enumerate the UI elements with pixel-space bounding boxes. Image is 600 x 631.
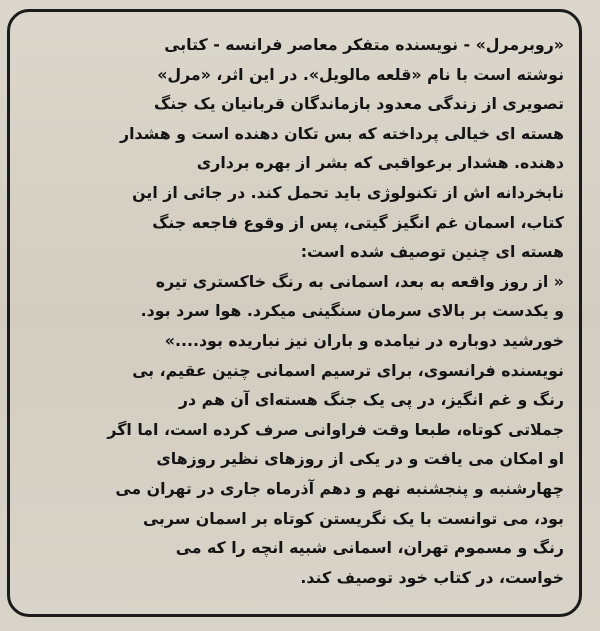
article-line: دهنده. هشدار برعواقبی که بشر از بهره برداری	[196, 153, 564, 173]
quote-line: و یکدست بر بالای سرمان سنگینی میکرد. هوا سرد بود.	[140, 301, 564, 321]
article-line: هسته ای چنین توصیف شده است:	[300, 242, 564, 262]
article-line: چهارشنبه و پنجشنبه نهم و دهم آذرماه جاری در تهران می	[115, 478, 564, 498]
article-line: خواست، در کتاب خود توصیف کند.	[300, 567, 564, 587]
article-line: «روبرمرل» - نویسنده متفکر معاصر فرانسه - کتابی	[164, 35, 564, 54]
article-line: نوشته است با نام «قلعه مالویل». در این اثر، «مرل»	[157, 64, 564, 84]
article-line: نویسنده فرانسوی، برای ترسیم اسمانی چنین عقیم، بی	[132, 360, 564, 380]
article-body	[26, 30, 564, 592]
article-line: رنگ و مسموم تهران، اسمانی شبیه انچه را که می	[175, 538, 564, 558]
article-line: تصویری از زندگی معدود بازماندگان قربانیان یک جنگ	[154, 94, 564, 114]
quote-line: « از روز واقعه به بعد، اسمانی به رنگ خاکستری تیره	[155, 271, 564, 291]
article-line: او امکان می یافت و در یکی از روزهای نظیر روزهای	[156, 449, 564, 469]
article-line: کتاب، اسمان غم انگیز گیتی، پس از وقوع فاجعه جنگ	[152, 212, 564, 232]
article-line: رنگ و غم انگیز، در پی یک جنگ هسته‌ای آن هم در	[178, 390, 564, 410]
article-line: نابخردانه اش از تکنولوژی باید تحمل کند. در جائی از این	[132, 182, 564, 202]
quote-line: خورشید دوباره در نیامده و باران نیز نباریده بود....»	[164, 330, 564, 350]
article-line: جملاتی کوتاه، طبعا وقت فراوانی صرف کرده است، اما اگر	[107, 419, 564, 439]
article-line: هسته ای خیالی پرداخته که بس تکان دهنده است و هشدار	[120, 123, 564, 143]
article-line: بود، می توانست با یک نگریستن کوتاه بر اسمان سربی	[142, 508, 564, 528]
